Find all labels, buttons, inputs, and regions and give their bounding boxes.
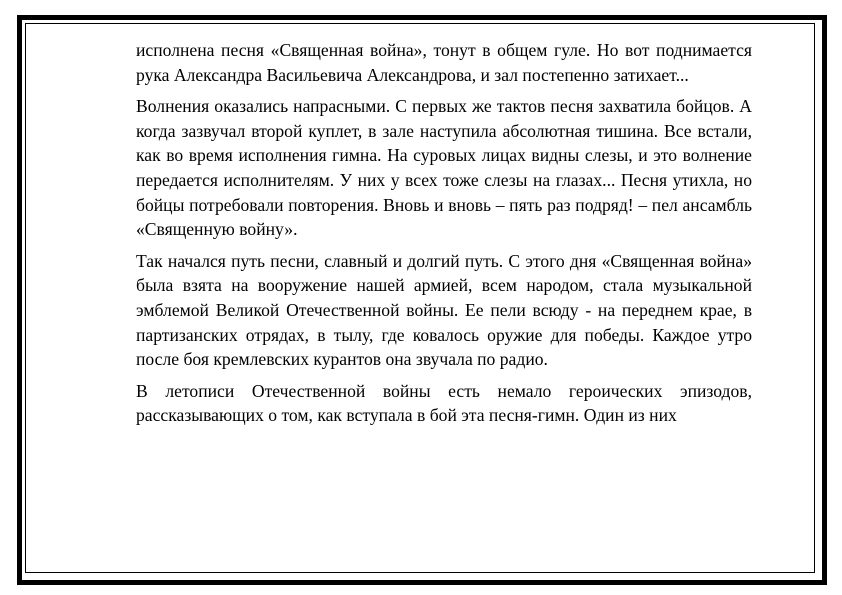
paragraph-2: Волнения оказались напрасными. С первых же тактов песня захватила бойцов. А когда зазвучал второй куплет, в зале наступила абсолютная тишина. Все встали, как во время исполнения гимна. На суровых лицах видны слезы, и это волнение передается исполнителям. У них у всех тоже слезы на глазах... Песня утихла, но бойцы потребовали повторения. Вновь и вновь – пять раз подряд! – пел ансамбль «Священную войну». xyxy=(136,96,752,240)
paragraph-1: исполнена песня «Священная война», тонут в общем гуле. Но вот поднимается рука Александра Васильевича Александрова, и зал постепенно затихает... xyxy=(136,40,752,85)
paragraph-4: В летописи Отечественной войны есть немало героических эпизодов, рассказывающих о том, как вступала в бой эта песня-гимн. Один из них xyxy=(136,380,752,426)
document-text xyxy=(136,38,752,435)
paragraph-3: Так начался путь песни, славный и долгий путь. С этого дня «Священная война» была взята на вооружение нашей армией, всем народом, стала музыкальной эмблемой Великой Отечественной войны. Ее пели всюду - на переднем крае, в партизанских отрядах, в тылу, где ковалось оружие для победы. Каждое утро после боя кремлевских курантов она звучала по радио. xyxy=(136,250,752,370)
